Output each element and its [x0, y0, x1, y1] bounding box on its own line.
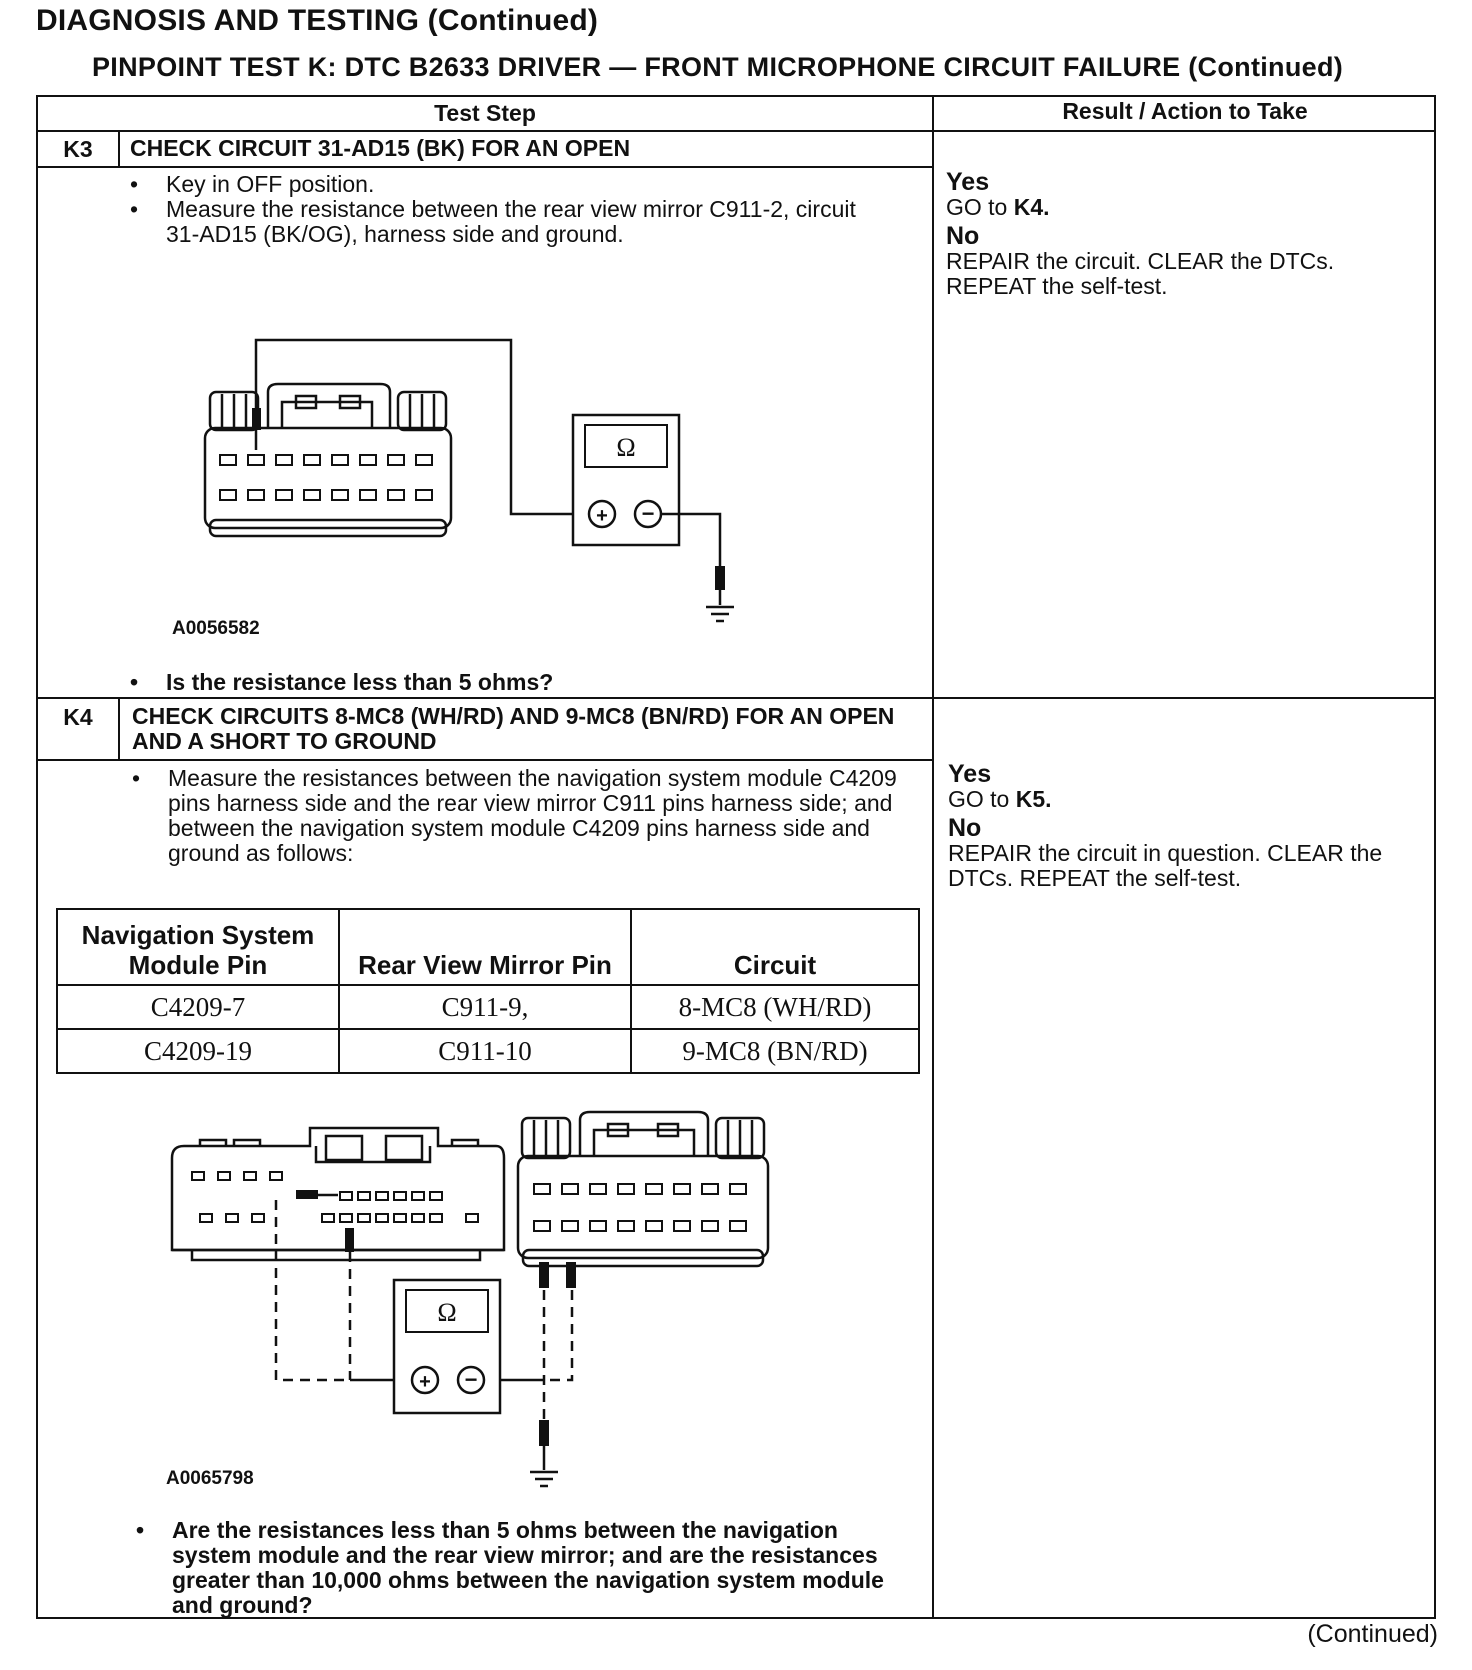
step-id-k3: K3 [63, 136, 93, 162]
table-cell: 9-MC8 (BN/RD) [631, 1029, 919, 1073]
ground-icon [530, 1472, 558, 1486]
table-cell: C911-10 [339, 1029, 631, 1073]
step-title-k4: CHECK CIRCUITS 8-MC8 (WH/RD) AND 9-MC8 (BN/RD) FOR AN OPEN AND A SHORT TO GROUND [132, 703, 895, 754]
table-cell: 8-MC8 (WH/RD) [631, 985, 919, 1029]
minus-icon: − [641, 501, 655, 526]
result-yes-action: GO to [946, 194, 1008, 220]
table-cell: C911-9, [339, 985, 631, 1029]
step-k4-result [948, 758, 1434, 891]
k3-meter-ohm-symbol: Ω [616, 433, 636, 462]
step-title-k3: CHECK CIRCUIT 31-AD15 (BK) FOR AN OPEN [130, 135, 631, 161]
result-yes-label: Yes [946, 168, 990, 196]
header-result-action: Result / Action to Take [1062, 98, 1308, 124]
plus-icon: + [419, 1371, 431, 1393]
list-item: • Measure the resistance between the rear view mirror C911-2, circuit 31-AD15 (BK/OG), harness side and ground. [130, 197, 890, 247]
pin-table-header: Rear View Mirror Pin [339, 909, 631, 985]
list-item: • Are the resistances less than 5 ohms between the navigation system module and the rear view mirror; and are the resistances greater than 10,000 ohms between the navigation system module and ground? [136, 1518, 916, 1618]
k4-meter-ohm-symbol: Ω [437, 1298, 457, 1327]
list-item: • Key in OFF position. [130, 172, 890, 197]
result-yes-action: GO to [948, 786, 1010, 812]
step-id-k4: K4 [63, 704, 93, 730]
result-yes-label: Yes [948, 760, 992, 788]
result-yes-target: K5. [1015, 786, 1052, 812]
pin-table-header: Navigation System Module Pin [57, 909, 339, 985]
table-cell: C4209-19 [57, 1029, 339, 1073]
list-item: • Measure the resistances between the navigation system module C4209 pins harness side and the rear view mirror C911 pins harness side; and between the navigation system module C4209 pins harness side and ground as follows: [132, 766, 907, 866]
result-no-label: No [948, 814, 982, 842]
minus-icon: − [464, 1367, 478, 1392]
pinpoint-test-title: PINPOINT TEST K: DTC B2633 DRIVER — FRONT MICROPHONE CIRCUIT FAILURE (Continued) [92, 52, 1344, 82]
table-cell: C4209-7 [57, 985, 339, 1029]
k4-figure-id: A0065798 [166, 1468, 254, 1489]
list-item: • Is the resistance less than 5 ohms? [130, 670, 910, 695]
result-no-label: No [946, 222, 980, 250]
k3-figure-id: A0056582 [172, 618, 260, 639]
result-no-action: REPAIR the circuit. CLEAR the DTCs. REPEAT the self-test. [946, 248, 1335, 299]
page-title: DIAGNOSIS AND TESTING (Continued) [36, 4, 599, 37]
continued-footer: (Continued) [1307, 1620, 1438, 1648]
result-no-action: REPAIR the circuit in question. CLEAR the DTCs. REPEAT the self-test. [948, 840, 1383, 891]
step-k4-question [136, 1518, 916, 1618]
header-test-step: Test Step [434, 100, 536, 126]
result-yes-target: K4. [1013, 194, 1050, 220]
plus-icon: + [596, 505, 608, 527]
pin-table-header: Circuit [631, 909, 919, 985]
